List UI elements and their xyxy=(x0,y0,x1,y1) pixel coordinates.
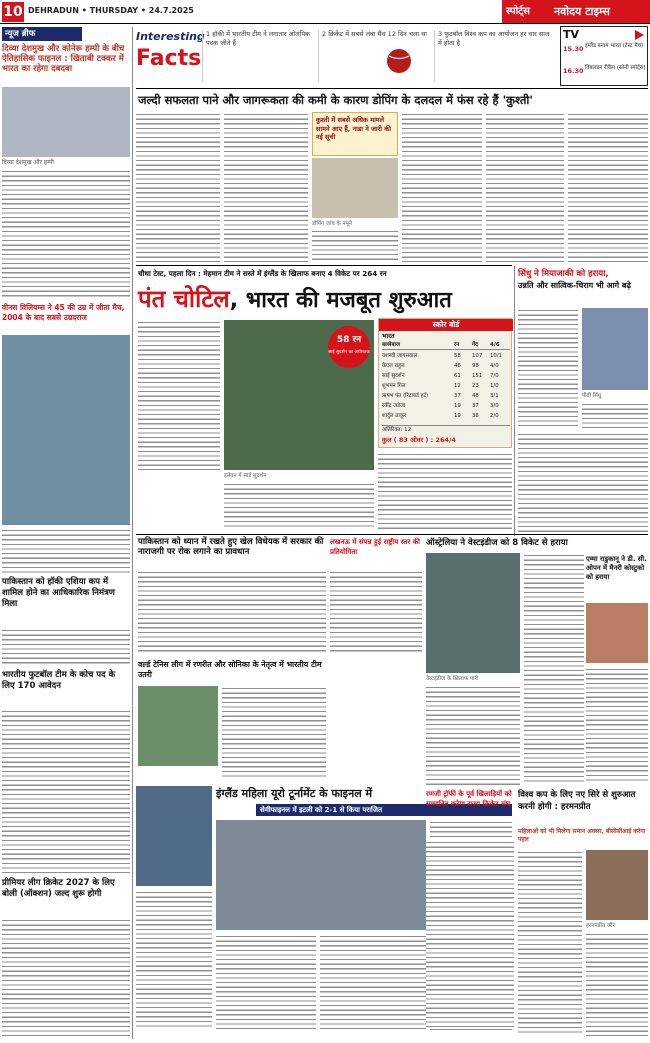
batter-balls: 37 xyxy=(472,403,479,409)
badminton-player-photo xyxy=(136,786,212,886)
england-photo xyxy=(216,820,426,930)
batter-runs: 19 xyxy=(454,413,461,419)
premier-league-headline: प्रीमियर लीग क्रिकेट 2027 के लिए बोली (ऑक्शन) जल्द शुरू होगी xyxy=(2,878,115,899)
cricket-badge-value: 58 रन xyxy=(336,335,362,345)
header-runs: रन xyxy=(454,342,460,348)
tennis-story xyxy=(136,660,326,780)
batter-boundaries: 10/1 xyxy=(490,353,503,359)
england-body-col-2 xyxy=(216,934,316,1030)
premier-league-body xyxy=(2,918,130,1038)
chess-photo xyxy=(2,87,130,157)
cricket-photo xyxy=(224,320,374,470)
emma-story xyxy=(586,555,648,785)
facts-label: Facts xyxy=(136,46,202,71)
cricket-headline-red: पंत चोटिल xyxy=(138,285,230,313)
page-number: 10 xyxy=(3,4,23,20)
venus-photo xyxy=(2,335,130,525)
batter-name: यशस्वी जायसवाल xyxy=(382,353,418,359)
cricket-body-col-2 xyxy=(224,482,374,530)
batter-boundaries: 7/0 xyxy=(490,373,499,379)
tv-time-2: 16.30 xyxy=(563,67,584,75)
scoreboard-header xyxy=(382,341,510,350)
cricket-body-col-1 xyxy=(138,320,220,470)
header-boundaries: 4/6 xyxy=(490,342,500,348)
news-brief-body xyxy=(2,169,130,299)
tv-row-1: इंग्लैंड बनाम भारत (टेस्ट मैच) xyxy=(585,43,644,49)
scoreboard-rows xyxy=(382,351,510,423)
batter-balls: 151 xyxy=(472,373,483,379)
honors-body xyxy=(426,840,514,1028)
brand-name: नवोदय टाइम्स xyxy=(554,5,610,18)
cricket-top-rule xyxy=(136,265,512,266)
fact-item-3: 3 फुटबॉल विश्व कप का आयोजन हर चार साल में होता है xyxy=(434,30,552,82)
batter-runs: 46 xyxy=(454,363,461,369)
header-balls: गेंद xyxy=(472,342,479,348)
fact-item-1: 1 हॉकी में भारतीय टीम ने लगातार ओलंपिक पदक जीते हैं xyxy=(202,30,312,82)
pakistan-body xyxy=(138,570,326,654)
honors-story xyxy=(426,790,514,1030)
pakistan-headline: पाकिस्तान को ध्यान में रखते हुए खेल विधेयक में सरकार की नाराजगी पर रोक लगाने का प्रावधान xyxy=(138,537,324,557)
table-row xyxy=(382,371,510,381)
batter-balls: 48 xyxy=(472,393,479,399)
batter-runs: 19 xyxy=(454,403,461,409)
sindhu-photo-caption: पीवी सिंधु xyxy=(582,393,602,399)
football-coach-body xyxy=(2,709,130,874)
batter-name: ऋषभ पंत (रिटायर्ड हर्ट) xyxy=(382,393,429,399)
cricket-kicker: चौथा टेस्ट, पहला दिन : मेहमान टीम ने सस्ते में इंग्लैंड के खिलाफ बनाए 4 विकेट पर 264 रन xyxy=(138,269,387,278)
doping-body-col-5 xyxy=(486,112,564,262)
australia-headline: ऑस्ट्रेलिया ने वेस्टइंडीज को 8 विकेट से हराया xyxy=(426,538,568,548)
cricket-headline-black: , भारत की मजबूत शुरुआत xyxy=(229,288,452,313)
header-rule xyxy=(0,23,650,24)
emma-photo xyxy=(586,603,648,663)
scoreboard-team: भारत xyxy=(382,332,395,340)
tv-row-2: विंबलडन रीकैप (सोनी स्पोर्ट्स) xyxy=(585,65,646,71)
cricket-body-col-3 xyxy=(378,452,512,530)
england-subhead: सेमीफाइनल में इटली को 2-1 से किया पराजित xyxy=(256,804,512,816)
tv-box xyxy=(560,26,648,86)
batter-name: शार्दुल ठाकुर xyxy=(382,413,407,419)
harmanpreet-subheadline: महिलाओं को भी मिलेगा समान अवसर, बीसीसीआई करेगा पहल xyxy=(518,828,646,843)
doping-body-col-3 xyxy=(312,229,398,262)
batter-boundaries: 2/0 xyxy=(490,413,499,419)
venus-highlight: वीनस विलियम्स ने 45 की उम्र में जीता मैच, 2004 के बाद सबसे उम्रदराज xyxy=(2,303,125,322)
harmanpreet-photo xyxy=(586,850,648,920)
batter-boundaries: 3/0 xyxy=(490,403,499,409)
section-name: स्पोर्ट्स xyxy=(506,6,530,17)
left-divider xyxy=(132,27,133,1039)
emma-headline: एम्मा राडुकानू ने डी. सी. ओपन में मैनरी कोस्टुको को हराया xyxy=(586,555,647,581)
doping-body-col-6 xyxy=(568,112,648,262)
cricket-badge xyxy=(328,326,370,368)
scoreboard-title: स्कोर बोर्ड xyxy=(379,319,513,331)
cricket-photo-caption: इलेवन में साई सुदर्शन xyxy=(224,473,267,479)
scoreboard-total: कुल ( 83 ओवर ) : 264/4 xyxy=(382,436,456,444)
fact-item-2: 2 क्रिकेट में सबसे लंबा मैच 12 दिन चला था xyxy=(318,30,428,82)
batter-balls: 98 xyxy=(472,363,479,369)
cricket-ball-icon xyxy=(384,46,414,76)
doping-story xyxy=(136,112,648,264)
chess-photo-caption: दिव्या देशमुख और हम्पी xyxy=(2,159,54,166)
batter-name: शुभमन गिल xyxy=(382,383,406,389)
batter-name: केएल राहुल xyxy=(382,363,405,369)
doping-highlight-box xyxy=(312,112,398,156)
batter-name: रवींद्र जडेजा xyxy=(382,403,406,409)
sindhu-photo xyxy=(582,308,648,390)
tennis-headline: वर्ल्ड टेनिस लीग में रणरीत और सोनिका के नेतृत्व में भारतीय टीम उतरी xyxy=(138,660,322,679)
cricket-headline xyxy=(138,282,510,316)
play-icon xyxy=(633,29,645,41)
news-brief-column xyxy=(2,27,130,625)
venus-body xyxy=(2,528,130,574)
badminton-body-col-2 xyxy=(582,402,648,428)
scoreboard xyxy=(378,318,512,448)
emma-body xyxy=(586,667,648,783)
batter-boundaries: 4/0 xyxy=(490,363,499,369)
batter-balls: 23 xyxy=(472,383,479,389)
right-divider xyxy=(514,266,515,536)
harmanpreet-body-col-1 xyxy=(518,850,582,1036)
pak-hockey-headline: पाकिस्तान को हॉकी एशिया कप में शामिल होने का आधिकारिक निमंत्रण मिला xyxy=(2,577,115,609)
batter-runs: 12 xyxy=(454,383,461,389)
harmanpreet-body-col-2 xyxy=(586,932,648,1036)
england-body-col-3 xyxy=(320,934,426,1030)
lucknow-body xyxy=(330,570,422,654)
australia-body-col-2 xyxy=(426,685,520,785)
tv-label: TV xyxy=(563,28,580,41)
table-row xyxy=(382,381,510,391)
badminton-story xyxy=(518,266,648,536)
tv-time-1: 15.30 xyxy=(563,45,584,53)
england-headline: इंग्लैंड महिला यूरो टूर्नामेंट के फाइनल में xyxy=(216,787,373,800)
harmanpreet-photo-caption: हरमनप्रीत कौर xyxy=(586,923,615,929)
table-row xyxy=(382,401,510,411)
left-column-lower xyxy=(2,628,130,1043)
australia-body-col-1 xyxy=(524,553,584,785)
lucknow-headline: लखनऊ में संपन्न हुई राष्ट्रीय स्तर की प्रतियोगिता xyxy=(330,538,420,556)
pakistan-story xyxy=(136,537,326,657)
scoreboard-extras: अतिरिक्त: 12 xyxy=(382,425,510,434)
harmanpreet-headline: विश्व कप के लिए नए सिरे से शुरुआत करनी होगी : हरमनप्रीत xyxy=(518,790,636,812)
doping-highlight-text: कुश्ती में सबसे अधिक मामले सामने आए हैं, नाडा ने जारी की नई सूची xyxy=(316,116,391,141)
edition-line: DEHRADUN • THURSDAY • 24.7.2025 xyxy=(28,6,194,15)
batter-balls: 36 xyxy=(472,413,479,419)
australia-photo xyxy=(426,553,520,673)
badminton-headline-red: सिंधु ने मियाजाकी को हराया, xyxy=(518,269,609,279)
tennis-photo xyxy=(138,686,218,766)
batter-runs: 61 xyxy=(454,373,461,379)
mid-rule xyxy=(136,534,648,535)
lucknow-story xyxy=(330,537,422,657)
batter-boundaries: 1/0 xyxy=(490,383,499,389)
table-row xyxy=(382,391,510,401)
honors-headline: रणजी ट्रॉफी के पूर्व खिलाड़ियों को सम्मानित करेगा राज्य क्रिकेट संघ xyxy=(426,790,512,808)
facts-strip xyxy=(136,26,556,86)
brand-block xyxy=(502,0,650,24)
england-body-col-1 xyxy=(136,890,212,1030)
table-row xyxy=(382,351,510,361)
badminton-body-col-1 xyxy=(518,308,578,428)
table-row xyxy=(382,411,510,421)
badminton-headline-black: उन्नति और सात्विक-चिराग भी आगे बढ़े xyxy=(518,281,631,290)
doping-body-col-4 xyxy=(402,112,482,262)
batter-balls: 107 xyxy=(472,353,483,359)
harmanpreet-story xyxy=(518,790,648,1040)
masthead xyxy=(0,0,650,24)
batter-runs: 37 xyxy=(454,393,461,399)
batter-name: साई सुदर्शन xyxy=(382,373,405,379)
badminton-body-lower xyxy=(518,432,648,532)
doping-top-rule xyxy=(136,88,648,89)
news-brief-headline: दिव्या देशमुख और कोनेरू हम्पी के बीच ऐतिहासिक फाइनल : खिताबी टक्कर में भारत का रहेगा दबदबा xyxy=(2,44,125,74)
batter-boundaries: 3/1 xyxy=(490,393,499,399)
doping-photo xyxy=(312,158,398,218)
doping-headline: जल्दी सफलता पाने और जागरूकता की कमी के कारण डोपिंग के दलदल में फंस रहे हैं 'कुश्ती' xyxy=(138,93,533,107)
facts-prefix: Interesting xyxy=(136,30,205,43)
table-row xyxy=(382,361,510,371)
doping-photo-caption: डोपिंग जांच के नमूने xyxy=(312,221,352,227)
doping-body-col-1 xyxy=(136,112,220,262)
football-coach-headline: भारतीय फुटबॉल टीम के कोच पद के लिए 170 आवेदन xyxy=(2,670,116,691)
news-brief-label: न्यूज ब्रीफ xyxy=(2,27,82,41)
pak-hockey-body xyxy=(2,628,130,666)
tennis-body xyxy=(222,686,326,778)
doping-body-col-2 xyxy=(224,112,308,262)
batter-runs: 58 xyxy=(454,353,461,359)
australia-photo-caption: वेस्टइंडीज के खिलाफ पारी xyxy=(426,676,479,682)
cricket-badge-sub: साई सुदर्शन का अर्धशतक xyxy=(328,350,370,355)
header-batter: बल्लेबाज xyxy=(382,342,400,348)
